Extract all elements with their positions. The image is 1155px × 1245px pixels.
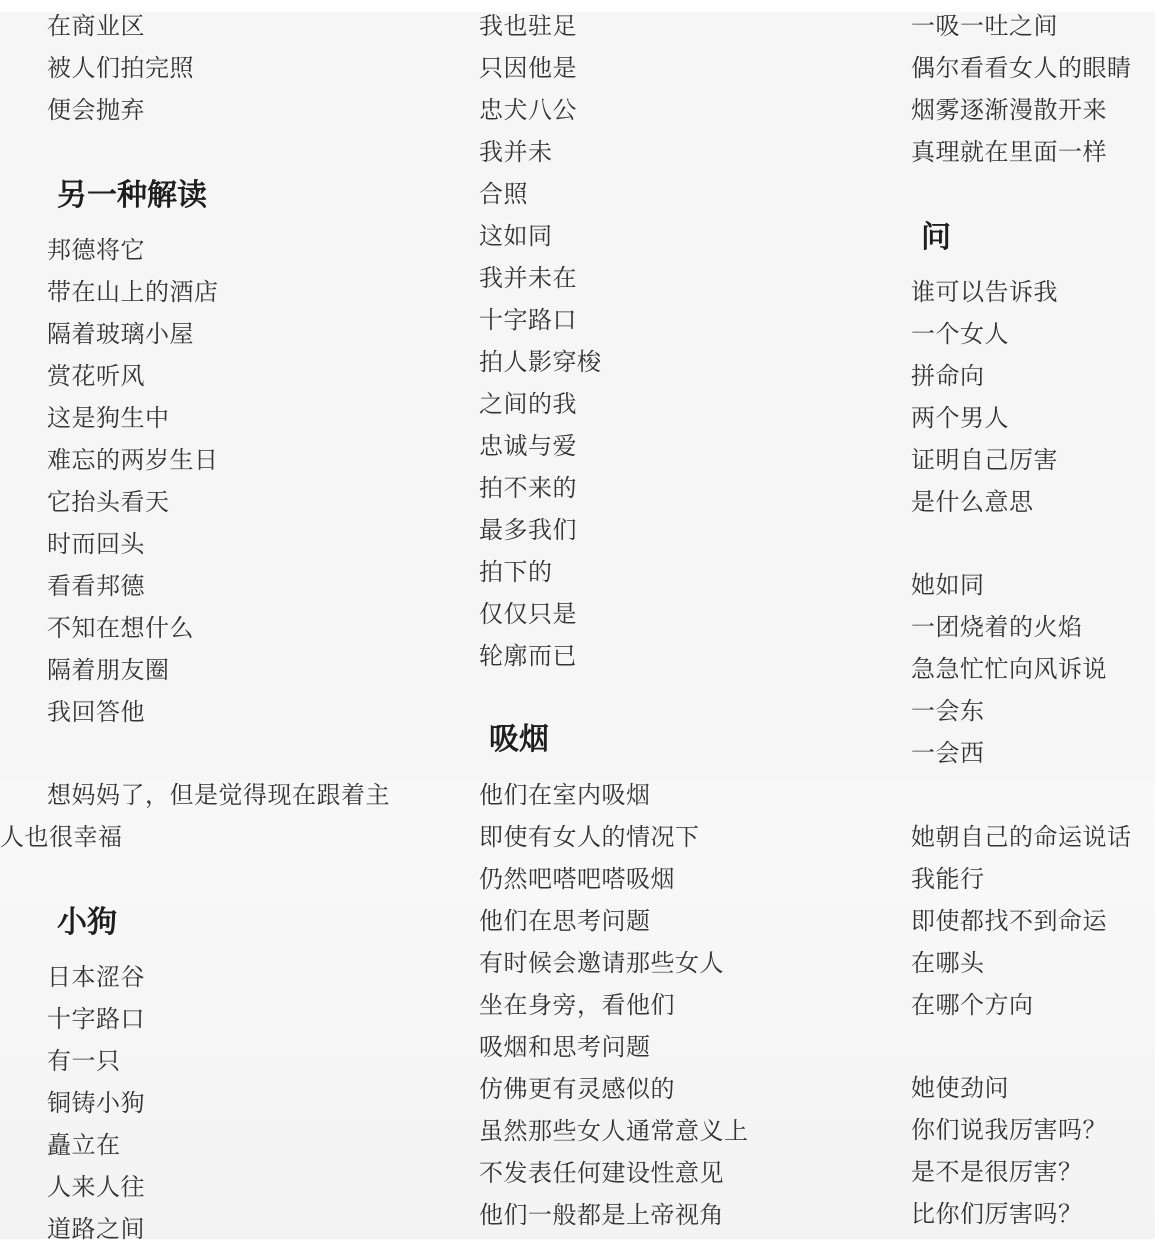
- poem-line: 坐在身旁，看他们: [479, 991, 675, 1019]
- poem-line: 人也很幸福: [0, 823, 123, 851]
- poem-line: 在哪个方向: [911, 991, 1034, 1019]
- poem-line: 这是狗生中: [47, 404, 170, 432]
- poem-line: 即使有女人的情况下: [479, 823, 700, 851]
- poem-line: 拍不来的: [479, 474, 577, 502]
- poem-line: 之间的我: [479, 390, 577, 418]
- poem-line: 是什么意思: [911, 488, 1034, 516]
- poem-line: 难忘的两岁生日: [47, 446, 219, 474]
- poem-line: 比你们厉害吗？: [911, 1200, 1083, 1228]
- poem-line: 道路之间: [47, 1215, 145, 1243]
- section-heading-ask: 问: [921, 220, 951, 255]
- poem-line: 有一只: [47, 1047, 121, 1075]
- poem-line: 它抬头看天: [47, 488, 170, 516]
- poem-line: 她朝自己的命运说话: [911, 823, 1132, 851]
- poem-line: 仍然吧嗒吧嗒吸烟: [479, 865, 675, 893]
- poem-line: 不发表任何建设性意见: [479, 1159, 724, 1187]
- poem-line: 轮廓而已: [479, 642, 577, 670]
- poem-line: 最多我们: [479, 516, 577, 544]
- poem-line: 一吸一吐之间: [911, 12, 1058, 40]
- section-heading-another-reading: 另一种解读: [57, 178, 207, 213]
- poem-line: 带在山上的酒店: [47, 278, 219, 306]
- poem-line: 拼命向: [911, 362, 985, 390]
- poem-line: 拍人影穿梭: [479, 348, 602, 376]
- poem-line: 忠诚与爱: [479, 432, 577, 460]
- poem-line: 十字路口: [47, 1005, 145, 1033]
- poem-line: 日本涩谷: [47, 963, 145, 991]
- poem-line: 矗立在: [47, 1131, 121, 1159]
- poem-line: 邦德将它: [47, 236, 145, 264]
- poem-line: 是不是很厉害？: [911, 1158, 1083, 1186]
- poem-line: 虽然那些女人通常意义上: [479, 1117, 749, 1145]
- poem-line: 急急忙忙向风诉说: [911, 655, 1107, 683]
- poem-line: 谁可以告诉我: [911, 278, 1058, 306]
- poem-line: 人来人往: [47, 1173, 145, 1201]
- section-heading-little-dog: 小狗: [57, 905, 117, 940]
- poem-line: 烟雾逐渐漫散开来: [911, 96, 1107, 124]
- poem-line: 真理就在里面一样: [911, 138, 1107, 166]
- poem-line: 隔着玻璃小屋: [47, 320, 194, 348]
- poem-line: 一个女人: [911, 320, 1009, 348]
- section-heading-smoking: 吸烟: [489, 722, 549, 757]
- poem-line: 赏花听风: [47, 362, 145, 390]
- poem-line: 看看邦德: [47, 572, 145, 600]
- poem-line: 你们说我厉害吗？: [911, 1116, 1107, 1144]
- poem-line: 他们在室内吸烟: [479, 781, 651, 809]
- poem-line: 在哪头: [911, 949, 985, 977]
- poem-line: 有时候会邀请那些女人: [479, 949, 724, 977]
- poem-line: 拍下的: [479, 558, 553, 586]
- poem-line: 只因他是: [479, 54, 577, 82]
- poem-line: 在商业区: [47, 12, 145, 40]
- poem-line: 仅仅只是: [479, 600, 577, 628]
- poem-line: 证明自己厉害: [911, 446, 1058, 474]
- poem-line: 时而回头: [47, 530, 145, 558]
- poem-line: 仿佛更有灵感似的: [479, 1075, 675, 1103]
- poem-line: 我能行: [911, 865, 985, 893]
- poem-line: 十字路口: [479, 306, 577, 334]
- poem-line: 偶尔看看女人的眼睛: [911, 54, 1132, 82]
- poem-line: 我回答他: [47, 698, 145, 726]
- poem-line: 我也驻足: [479, 12, 577, 40]
- poem-line: 吸烟和思考问题: [479, 1033, 651, 1061]
- poem-line: 两个男人: [911, 404, 1009, 432]
- poem-line: 一会东: [911, 697, 985, 725]
- poem-line: 合照: [479, 180, 528, 208]
- poem-line: 这如同: [479, 222, 553, 250]
- poem-line: 我并未在: [479, 264, 577, 292]
- poem-line: 忠犬八公: [479, 96, 577, 124]
- poem-line: 想妈妈了，但是觉得现在跟着主: [47, 781, 390, 809]
- poem-line: 她使劲问: [911, 1074, 1009, 1102]
- poem-line: 便会抛弃: [47, 96, 145, 124]
- poem-line: 隔着朋友圈: [47, 656, 170, 684]
- poem-line: 一会西: [911, 739, 985, 767]
- poem-line: 一团烧着的火焰: [911, 613, 1083, 641]
- poem-line: 他们一般都是上帝视角: [479, 1201, 724, 1229]
- poem-line: 我并未: [479, 138, 553, 166]
- poem-line: 她如同: [911, 571, 985, 599]
- poem-line: 铜铸小狗: [47, 1089, 145, 1117]
- poem-line: 他们在思考问题: [479, 907, 651, 935]
- poem-line: 被人们拍完照: [47, 54, 194, 82]
- poem-line: 不知在想什么: [47, 614, 194, 642]
- poem-line: 即使都找不到命运: [911, 907, 1107, 935]
